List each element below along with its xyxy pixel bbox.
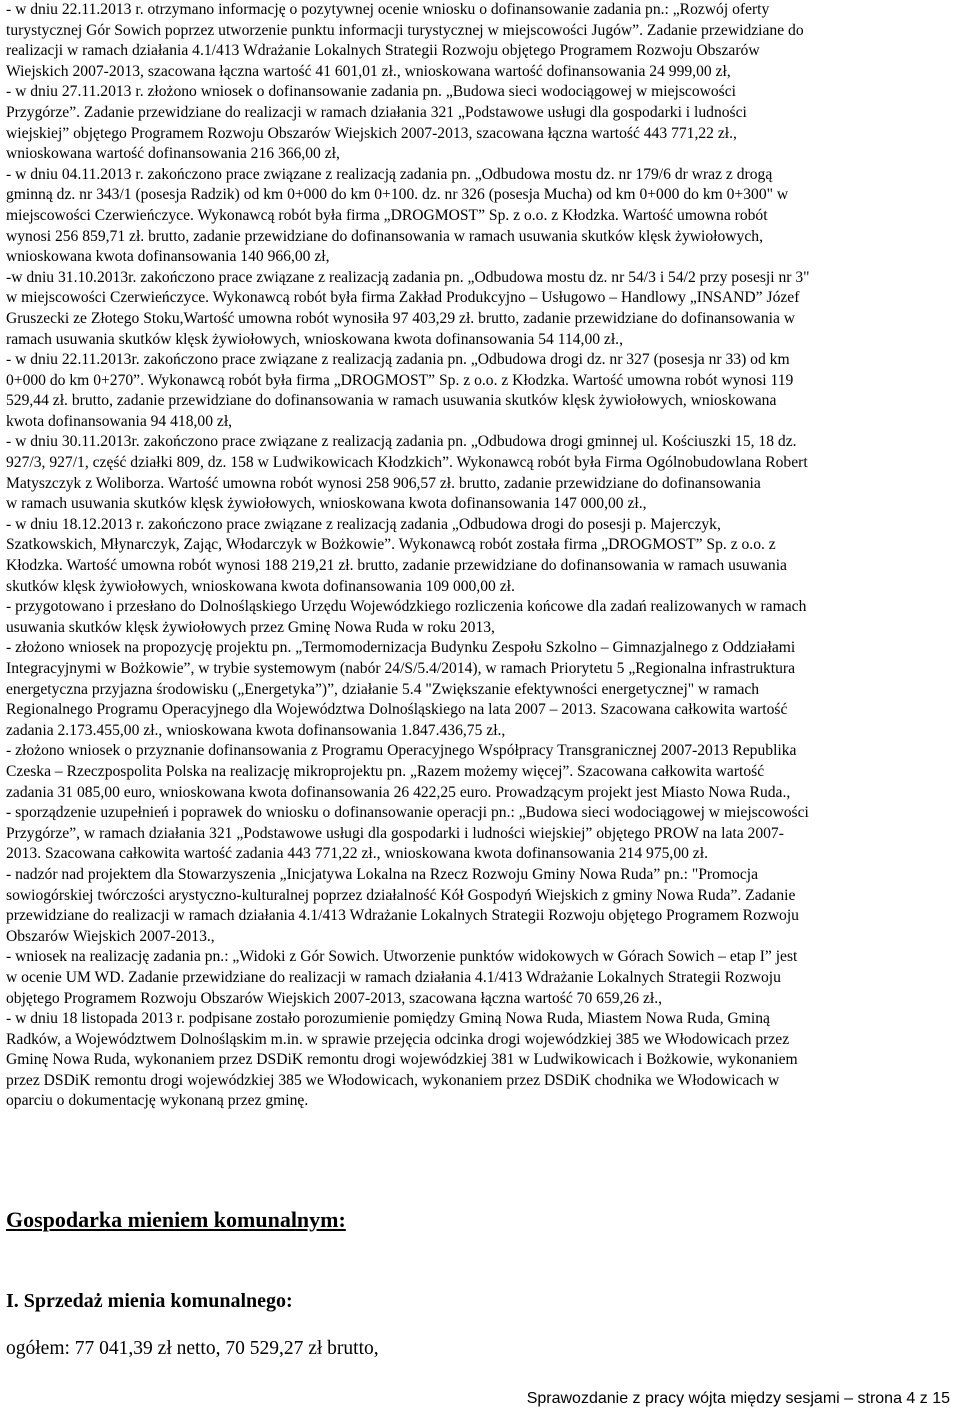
body-text-line: wnioskowana kwota dofinansowania 140 966,00 zł, bbox=[6, 248, 330, 266]
body-text-line: Obszarów Wiejskich 2007-2013., bbox=[6, 927, 215, 945]
body-text-line: Integracyjnymi w Bożkowie”, w trybie systemowym (nabór 24/S/5.4/2014), w ramach Priorytetu 5 „Regionalna infrastruktura bbox=[6, 660, 796, 677]
body-text-line: Gminę Nowa Ruda, wykonaniem przez DSDiK remontu drogi wojewódzkiej 381 w Ludwikowicach i Bożkowie, wykonaniem bbox=[6, 1051, 798, 1069]
body-text-line: Przygórze”. Zadanie przewidziane do realizacji w ramach działania 321 „Podstawowe usługi dla gospodarki i ludności bbox=[6, 103, 747, 121]
body-text-line: w miejscowości Czerwieńczyce. Wykonawcą robót była firma Zakład Produkcyjno – Usługowo – Handlowy „INSAND” Józef bbox=[6, 289, 800, 307]
body-text-line: 0+000 do km 0+270”. Wykonawcą robót była firma „DROGMOST” Sp. z o.o. z Kłodzka. Wartość umowna robót wynosi 119 bbox=[6, 371, 794, 389]
body-text-line: sowiogórskiej twórczości arystyczno-kulturalnej poprzez działalność Kół Gospodyń Wiejskich z gminy Nowa Ruda”. Zadanie bbox=[6, 886, 796, 904]
body-text-line: - w dniu 30.11.2013r. zakończono prace związane z realizacją zadania pn. „Odbudowa drogi gminnej ul. Kościuszki 15, 18 dz. bbox=[6, 433, 797, 451]
body-text-line: - złożono wniosek na propozycję projektu pn. „Termomodernizacja Budynku Zespołu Szkolno – Gimnazjalnego z Oddziałami bbox=[6, 639, 796, 657]
body-text-line: zadania 31 085,00 euro, wnioskowana kwota dofinansowania 26 422,25 euro. Prowadzącym projekt jest Miasto Nowa Ruda., bbox=[6, 783, 791, 801]
body-text-line: - w dniu 18.12.2013 r. zakończono prace związane z realizacją zadania „Odbudowa drogi do posesji p. Majerczyk, bbox=[6, 515, 721, 533]
body-text-line: Kłodzka. Wartość umowna robót wynosi 188 219,21 zł. brutto, zadanie przewidziane do dofinansowania w ramach usuwania bbox=[6, 557, 787, 575]
body-text-line: wynosi 256 859,71 zł. brutto, zadanie przewidziane do dofinansowania w ramach usuwania skutków klęsk żywiołowych, bbox=[6, 227, 763, 245]
body-text-line: Szatkowskich, Młynarczyk, Zając, Włodarczyk w Bożkowie”. Wykonawcą robót została firma „DROGMOST” Sp. z o.o. z bbox=[6, 536, 776, 554]
body-text-line: - wniosek na realizację zadania pn.: „Widoki z Gór Sowich. Utworzenie punktów widokowych w Górach Sowich – etap I” jest bbox=[6, 948, 798, 966]
page-footer: Sprawozdanie z pracy wójta między sesjami – strona 4 z 15 bbox=[526, 1390, 950, 1407]
section-heading: Gospodarka mieniem komunalnym: bbox=[6, 1207, 346, 1232]
body-text-line: zadania 2.173.455,00 zł., wnioskowana kwota dofinansowania 1.847.436,75 zł., bbox=[6, 721, 506, 739]
body-text-line: Gruszecki ze Złotego Stoku,Wartość umowna robót wynosiła 97 403,29 zł. brutto, zadanie przewidziane do dofinansowania w bbox=[6, 309, 796, 327]
body-text-line: w ramach usuwania skutków klęsk żywiołowych, wnioskowana kwota dofinansowania 147 000,00 zł., bbox=[6, 495, 647, 513]
body-text-line: - w dniu 22.11.2013r. zakończono prace związane z realizacją zadania pn. „Odbudowa drogi dz. nr 327 (posesja nr 33) od km bbox=[6, 351, 790, 369]
body-text-line: w ocenie UM WD. Zadanie przewidziane do realizacji w ramach działania 4.1/413 Wdrażanie Lokalnych Strategii Rozwoju bbox=[6, 968, 781, 986]
body-text-line: skutków klęsk żywiołowych, wnioskowana kwota dofinansowania 109 000,00 zł. bbox=[6, 577, 515, 595]
body-text-line: - przygotowano i przesłano do Dolnośląskiego Urzędu Wojewódzkiego rozliczenia końcowe dla zadań realizowanych w ramach bbox=[6, 598, 807, 616]
body-text-line: przewidziane do realizacji w ramach działania 4.1/413 Wdrażanie Lokalnych Strategii Rozwoju objętego Programem Rozwoju bbox=[6, 907, 799, 925]
body-text-line: - w dniu 22.11.2013 r. otrzymano informację o pozytywnej ocenie wniosku o dofinansowanie zadania pn.: „Rozwój oferty bbox=[6, 1, 770, 18]
body-text-line: - w dniu 18 listopada 2013 r. podpisane zostało porozumienie pomiędzy Gminą Nowa Ruda, Miastem Nowa Ruda, Gminą bbox=[6, 1010, 770, 1028]
body-text-line: Radków, a Województwem Dolnośląskim m.in. w sprawie przejęcia odcinka drogi wojewódzkiej 385 we Włodowicach przez bbox=[6, 1030, 790, 1048]
body-text-line: Matyszczyk z Woliborza. Wartość umowna robót wynosi 258 906,57 zł. brutto, zadanie przewidziane do dofinansowania bbox=[6, 474, 761, 492]
body-text-line: przez DSDiK remontu drogi wojewódzkiej 385 we Włodowicach, wykonaniem przez DSDiK chodnika we Włodowicach w bbox=[6, 1071, 780, 1089]
body-text-line: Wiejskich 2007-2013, szacowana łączna wartość 41 601,01 zł., wnioskowana wartość dofinansowania 24 999,00 zł, bbox=[6, 62, 731, 80]
body-text-line: - złożono wniosek o przyznanie dofinansowania z Programu Operacyjnego Współpracy Transgranicznej 2007-2013 Republika bbox=[6, 742, 797, 760]
body-text-line: - w dniu 27.11.2013 r. złożono wniosek o dofinansowanie zadania pn. „Budowa sieci wodociągowej w miejscowości bbox=[6, 83, 736, 101]
sales-summary: ogółem: 77 041,39 zł netto, 70 529,27 zł brutto, bbox=[6, 1338, 379, 1359]
body-text-line: Czeska – Rzeczpospolita Polska na realizację mikroprojektu pn. „Razem możemy więcej”. Szacowana całkowita wartość bbox=[6, 762, 765, 780]
body-text-line: - sporządzenie uzupełnień i poprawek do wniosku o dofinansowanie operacji pn.: „Budowa sieci wodociągowej w miejscowości bbox=[6, 804, 809, 822]
body-text-line: -w dniu 31.10.2013r. zakończono prace związane z realizacją zadania pn. „Odbudowa mostu dz. nr 54/3 i 54/2 przy posesji nr 3" bbox=[6, 268, 810, 286]
body-text-line: usuwania skutków klęsk żywiołowych przez Gminę Nowa Ruda w roku 2013, bbox=[6, 618, 495, 636]
body-text-line: Przygórze”, w ramach działania 321 „Podstawowe usługi dla gospodarki i ludności wiejskiej” objętego PROW na lata 2007- bbox=[6, 824, 784, 842]
body-text-line: miejscowości Czerwieńczyce. Wykonawcą robót była firma „DROGMOST” Sp. z o.o. z Kłodzka. Wartość umowna robót bbox=[6, 206, 768, 224]
sub-heading: I. Sprzedaż mienia komunalnego: bbox=[6, 1290, 293, 1312]
body-text-line: turystycznej Gór Sowich poprzez utworzenie punktu informacji turystycznej w miejscowości Jugów”. Zadanie przewidziane do bbox=[6, 21, 804, 39]
body-text-line: 927/3, 927/1, część działki 809, dz. 158 w Ludwikowicach Kłodzkich”. Wykonawcą robót była Firma Ogólnobudowlana Robert bbox=[6, 454, 808, 472]
body-text-line: objętego Programem Rozwoju Obszarów Wiejskich 2007-2013, szacowana łączna wartość 70 659,26 zł., bbox=[6, 989, 663, 1007]
body-text-line: gminną dz. nr 343/1 (posesja Radzik) od km 0+000 do km 0+100. dz. nr 326 (posesja Mucha) od km 0+000 do km 0+300" w bbox=[6, 186, 789, 204]
body-text-line: wnioskowana wartość dofinansowania 216 366,00 zł, bbox=[6, 145, 340, 163]
body-text-line: oparciu o dokumentację wykonaną przez gminę. bbox=[6, 1092, 309, 1110]
body-text-line: realizacji w ramach działania 4.1/413 Wdrażanie Lokalnych Strategii Rozwoju objętego Programem Rozwoju Obszarów bbox=[6, 42, 760, 60]
report-body-text bbox=[6, 0, 950, 1112]
body-text-line: - nadzór nad projektem dla Stowarzyszenia „Inicjatywa Lokalna na Rzecz Rozwoju Gminy Nowa Ruda” pn.: "Promocja bbox=[6, 865, 759, 883]
body-text-line: wiejskiej” objętego Programem Rozwoju Obszarów Wiejskich 2007-2013, szacowana łączna wartość 443 771,22 zł., bbox=[6, 124, 737, 142]
body-text-line: kwota dofinansowania 94 418,00 zł, bbox=[6, 412, 233, 430]
body-text-line: 529,44 zł. brutto, zadanie przewidziane do dofinansowania w ramach usuwania skutków klęsk żywiołowych, wnioskowana bbox=[6, 392, 777, 410]
body-text-line: - w dniu 04.11.2013 r. zakończono prace związane z realizacją zadania pn. „Odbudowa mostu dz. nr 179/6 dr wraz z drogą bbox=[6, 165, 773, 183]
body-text-line: Regionalnego Programu Operacyjnego dla Województwa Dolnośląskiego na lata 2007 – 2013. Szacowana całkowita wartość bbox=[6, 701, 788, 719]
body-text-line: 2013. Szacowana całkowita wartość zadania 443 771,22 zł., wnioskowana kwota dofinansowania 214 975,00 zł. bbox=[6, 845, 708, 863]
document-page bbox=[6, 0, 950, 1112]
body-text-line: ramach usuwania skutków klęsk żywiołowych, wnioskowana kwota dofinansowania 54 114,00 zł., bbox=[6, 330, 623, 348]
body-text-line: energetyczna przyjazna środowisku („Energetyka”)”, działanie 5.4 "Zwiększanie efektywności energetycznej" w ramach bbox=[6, 680, 760, 698]
